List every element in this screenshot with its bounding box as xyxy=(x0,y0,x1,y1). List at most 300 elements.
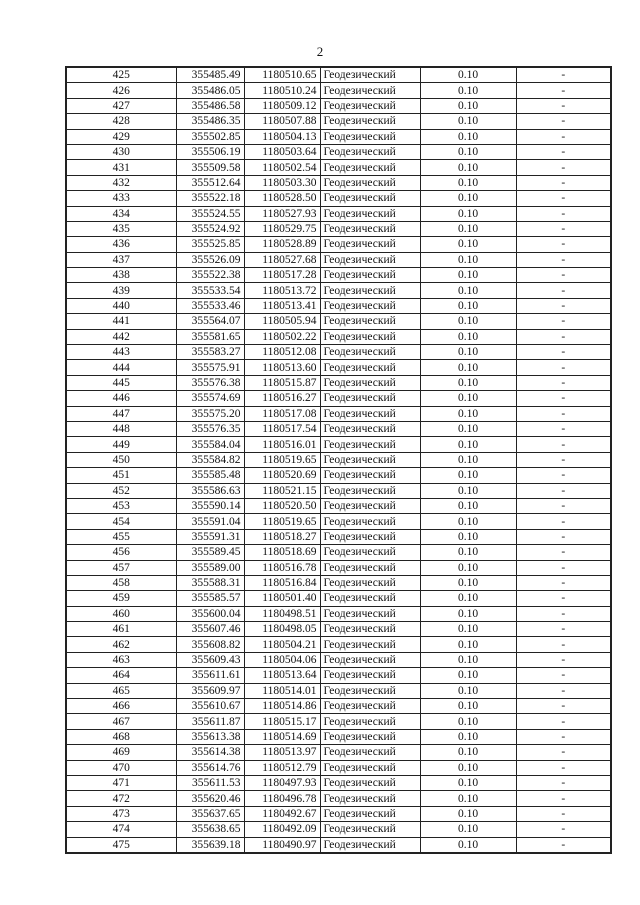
point-number-cell: 430 xyxy=(66,144,176,159)
accuracy-cell: 0.10 xyxy=(420,606,516,621)
table-row xyxy=(66,221,611,236)
table-row xyxy=(66,83,611,98)
y-coordinate-cell: 1180490.97 xyxy=(244,837,320,853)
point-number-cell: 451 xyxy=(66,468,176,483)
y-coordinate-cell: 1180504.13 xyxy=(244,129,320,144)
accuracy-cell: 0.10 xyxy=(420,375,516,390)
x-coordinate-cell: 355486.58 xyxy=(176,98,244,113)
accuracy-cell: 0.10 xyxy=(420,221,516,236)
y-coordinate-cell: 1180518.69 xyxy=(244,545,320,560)
note-cell: - xyxy=(516,575,611,590)
point-number-cell: 452 xyxy=(66,483,176,498)
y-coordinate-cell: 1180516.78 xyxy=(244,560,320,575)
table-row xyxy=(66,98,611,113)
y-coordinate-cell: 1180497.93 xyxy=(244,775,320,790)
accuracy-cell: 0.10 xyxy=(420,98,516,113)
accuracy-cell: 0.10 xyxy=(420,391,516,406)
y-coordinate-cell: 1180507.88 xyxy=(244,114,320,129)
page-number: 2 xyxy=(316,44,324,59)
x-coordinate-cell: 355522.38 xyxy=(176,268,244,283)
x-coordinate-cell: 355591.04 xyxy=(176,514,244,529)
note-cell: - xyxy=(516,745,611,760)
point-number-cell: 460 xyxy=(66,606,176,621)
accuracy-cell: 0.10 xyxy=(420,298,516,313)
x-coordinate-cell: 355589.00 xyxy=(176,560,244,575)
note-cell: - xyxy=(516,298,611,313)
table-row xyxy=(66,729,611,744)
note-cell: - xyxy=(516,283,611,298)
point-number-cell: 441 xyxy=(66,314,176,329)
point-number-cell: 429 xyxy=(66,129,176,144)
point-number-cell: 433 xyxy=(66,191,176,206)
y-coordinate-cell: 1180527.93 xyxy=(244,206,320,221)
point-number-cell: 426 xyxy=(66,83,176,98)
note-cell: - xyxy=(516,314,611,329)
method-cell: Геодезический xyxy=(320,268,420,283)
y-coordinate-cell: 1180498.05 xyxy=(244,622,320,637)
y-coordinate-cell: 1180510.65 xyxy=(244,67,320,83)
x-coordinate-cell: 355620.46 xyxy=(176,791,244,806)
point-number-cell: 450 xyxy=(66,452,176,467)
note-cell: - xyxy=(516,545,611,560)
x-coordinate-cell: 355639.18 xyxy=(176,837,244,853)
y-coordinate-cell: 1180502.22 xyxy=(244,329,320,344)
method-cell: Геодезический xyxy=(320,683,420,698)
method-cell: Геодезический xyxy=(320,144,420,159)
point-number-cell: 468 xyxy=(66,729,176,744)
table-row xyxy=(66,67,611,83)
point-number-cell: 446 xyxy=(66,391,176,406)
note-cell: - xyxy=(516,683,611,698)
method-cell: Геодезический xyxy=(320,668,420,683)
x-coordinate-cell: 355512.64 xyxy=(176,175,244,190)
point-number-cell: 474 xyxy=(66,822,176,837)
point-number-cell: 435 xyxy=(66,221,176,236)
accuracy-cell: 0.10 xyxy=(420,699,516,714)
method-cell: Геодезический xyxy=(320,329,420,344)
note-cell: - xyxy=(516,606,611,621)
accuracy-cell: 0.10 xyxy=(420,514,516,529)
table-row xyxy=(66,668,611,683)
accuracy-cell: 0.10 xyxy=(420,775,516,790)
table-row xyxy=(66,498,611,513)
accuracy-cell: 0.10 xyxy=(420,206,516,221)
accuracy-cell: 0.10 xyxy=(420,822,516,837)
x-coordinate-cell: 355600.04 xyxy=(176,606,244,621)
point-number-cell: 427 xyxy=(66,98,176,113)
note-cell: - xyxy=(516,791,611,806)
point-number-cell: 472 xyxy=(66,791,176,806)
point-number-cell: 473 xyxy=(66,806,176,821)
point-number-cell: 467 xyxy=(66,714,176,729)
method-cell: Геодезический xyxy=(320,237,420,252)
x-coordinate-cell: 355609.97 xyxy=(176,683,244,698)
note-cell: - xyxy=(516,175,611,190)
table-row xyxy=(66,468,611,483)
y-coordinate-cell: 1180504.21 xyxy=(244,637,320,652)
accuracy-cell: 0.10 xyxy=(420,714,516,729)
table-row xyxy=(66,406,611,421)
x-coordinate-cell: 355502.85 xyxy=(176,129,244,144)
method-cell: Геодезический xyxy=(320,421,420,436)
x-coordinate-cell: 355486.05 xyxy=(176,83,244,98)
x-coordinate-cell: 355564.07 xyxy=(176,314,244,329)
point-number-cell: 443 xyxy=(66,345,176,360)
note-cell: - xyxy=(516,206,611,221)
x-coordinate-cell: 355522.18 xyxy=(176,191,244,206)
note-cell: - xyxy=(516,714,611,729)
x-coordinate-cell: 355485.49 xyxy=(176,67,244,83)
table-row xyxy=(66,298,611,313)
accuracy-cell: 0.10 xyxy=(420,237,516,252)
table-row xyxy=(66,237,611,252)
table-row xyxy=(66,160,611,175)
y-coordinate-cell: 1180520.69 xyxy=(244,468,320,483)
accuracy-cell: 0.10 xyxy=(420,437,516,452)
point-number-cell: 440 xyxy=(66,298,176,313)
method-cell: Геодезический xyxy=(320,575,420,590)
accuracy-cell: 0.10 xyxy=(420,652,516,667)
y-coordinate-cell: 1180513.60 xyxy=(244,360,320,375)
method-cell: Геодезический xyxy=(320,283,420,298)
point-number-cell: 453 xyxy=(66,498,176,513)
y-coordinate-cell: 1180517.54 xyxy=(244,421,320,436)
note-cell: - xyxy=(516,406,611,421)
table-row xyxy=(66,791,611,806)
table-row xyxy=(66,283,611,298)
accuracy-cell: 0.10 xyxy=(420,637,516,652)
x-coordinate-cell: 355533.54 xyxy=(176,283,244,298)
note-cell: - xyxy=(516,483,611,498)
method-cell: Геодезический xyxy=(320,745,420,760)
x-coordinate-cell: 355524.92 xyxy=(176,221,244,236)
method-cell: Геодезический xyxy=(320,729,420,744)
x-coordinate-cell: 355533.46 xyxy=(176,298,244,313)
x-coordinate-cell: 355611.53 xyxy=(176,775,244,790)
point-number-cell: 436 xyxy=(66,237,176,252)
table-row xyxy=(66,421,611,436)
table-row xyxy=(66,760,611,775)
y-coordinate-cell: 1180505.94 xyxy=(244,314,320,329)
method-cell: Геодезический xyxy=(320,529,420,544)
note-cell: - xyxy=(516,221,611,236)
y-coordinate-cell: 1180504.06 xyxy=(244,652,320,667)
point-number-cell: 431 xyxy=(66,160,176,175)
accuracy-cell: 0.10 xyxy=(420,67,516,83)
point-number-cell: 448 xyxy=(66,421,176,436)
point-number-cell: 432 xyxy=(66,175,176,190)
note-cell: - xyxy=(516,144,611,159)
point-number-cell: 428 xyxy=(66,114,176,129)
table-row xyxy=(66,329,611,344)
coordinates-table xyxy=(65,66,612,854)
y-coordinate-cell: 1180519.65 xyxy=(244,452,320,467)
x-coordinate-cell: 355613.38 xyxy=(176,729,244,744)
table-row xyxy=(66,206,611,221)
method-cell: Геодезический xyxy=(320,67,420,83)
point-number-cell: 454 xyxy=(66,514,176,529)
x-coordinate-cell: 355524.55 xyxy=(176,206,244,221)
table-row xyxy=(66,622,611,637)
accuracy-cell: 0.10 xyxy=(420,729,516,744)
note-cell: - xyxy=(516,560,611,575)
method-cell: Геодезический xyxy=(320,652,420,667)
method-cell: Геодезический xyxy=(320,191,420,206)
y-coordinate-cell: 1180514.01 xyxy=(244,683,320,698)
point-number-cell: 470 xyxy=(66,760,176,775)
accuracy-cell: 0.10 xyxy=(420,529,516,544)
note-cell: - xyxy=(516,822,611,837)
x-coordinate-cell: 355509.58 xyxy=(176,160,244,175)
x-coordinate-cell: 355583.27 xyxy=(176,345,244,360)
method-cell: Геодезический xyxy=(320,83,420,98)
point-number-cell: 456 xyxy=(66,545,176,560)
y-coordinate-cell: 1180501.40 xyxy=(244,591,320,606)
table-row xyxy=(66,560,611,575)
note-cell: - xyxy=(516,375,611,390)
method-cell: Геодезический xyxy=(320,545,420,560)
method-cell: Геодезический xyxy=(320,560,420,575)
note-cell: - xyxy=(516,268,611,283)
x-coordinate-cell: 355584.04 xyxy=(176,437,244,452)
point-number-cell: 475 xyxy=(66,837,176,853)
point-number-cell: 471 xyxy=(66,775,176,790)
accuracy-cell: 0.10 xyxy=(420,406,516,421)
y-coordinate-cell: 1180513.72 xyxy=(244,283,320,298)
accuracy-cell: 0.10 xyxy=(420,252,516,267)
y-coordinate-cell: 1180512.79 xyxy=(244,760,320,775)
note-cell: - xyxy=(516,191,611,206)
method-cell: Геодезический xyxy=(320,806,420,821)
y-coordinate-cell: 1180517.28 xyxy=(244,268,320,283)
method-cell: Геодезический xyxy=(320,452,420,467)
table-row xyxy=(66,714,611,729)
y-coordinate-cell: 1180515.17 xyxy=(244,714,320,729)
method-cell: Геодезический xyxy=(320,345,420,360)
y-coordinate-cell: 1180528.50 xyxy=(244,191,320,206)
point-number-cell: 466 xyxy=(66,699,176,714)
accuracy-cell: 0.10 xyxy=(420,114,516,129)
y-coordinate-cell: 1180513.97 xyxy=(244,745,320,760)
x-coordinate-cell: 355506.19 xyxy=(176,144,244,159)
point-number-cell: 438 xyxy=(66,268,176,283)
method-cell: Геодезический xyxy=(320,160,420,175)
note-cell: - xyxy=(516,806,611,821)
accuracy-cell: 0.10 xyxy=(420,483,516,498)
y-coordinate-cell: 1180516.01 xyxy=(244,437,320,452)
method-cell: Геодезический xyxy=(320,298,420,313)
note-cell: - xyxy=(516,652,611,667)
x-coordinate-cell: 355591.31 xyxy=(176,529,244,544)
method-cell: Геодезический xyxy=(320,791,420,806)
y-coordinate-cell: 1180519.65 xyxy=(244,514,320,529)
point-number-cell: 439 xyxy=(66,283,176,298)
table-row xyxy=(66,391,611,406)
accuracy-cell: 0.10 xyxy=(420,314,516,329)
y-coordinate-cell: 1180514.86 xyxy=(244,699,320,714)
note-cell: - xyxy=(516,252,611,267)
x-coordinate-cell: 355526.09 xyxy=(176,252,244,267)
table-row xyxy=(66,114,611,129)
y-coordinate-cell: 1180512.08 xyxy=(244,345,320,360)
note-cell: - xyxy=(516,699,611,714)
y-coordinate-cell: 1180509.12 xyxy=(244,98,320,113)
accuracy-cell: 0.10 xyxy=(420,760,516,775)
point-number-cell: 437 xyxy=(66,252,176,267)
y-coordinate-cell: 1180516.84 xyxy=(244,575,320,590)
y-coordinate-cell: 1180515.87 xyxy=(244,375,320,390)
method-cell: Геодезический xyxy=(320,129,420,144)
method-cell: Геодезический xyxy=(320,837,420,853)
y-coordinate-cell: 1180527.68 xyxy=(244,252,320,267)
point-number-cell: 434 xyxy=(66,206,176,221)
y-coordinate-cell: 1180517.08 xyxy=(244,406,320,421)
table-row xyxy=(66,545,611,560)
note-cell: - xyxy=(516,529,611,544)
table-row xyxy=(66,268,611,283)
note-cell: - xyxy=(516,760,611,775)
note-cell: - xyxy=(516,452,611,467)
accuracy-cell: 0.10 xyxy=(420,421,516,436)
note-cell: - xyxy=(516,83,611,98)
note-cell: - xyxy=(516,114,611,129)
method-cell: Геодезический xyxy=(320,314,420,329)
point-number-cell: 461 xyxy=(66,622,176,637)
x-coordinate-cell: 355581.65 xyxy=(176,329,244,344)
x-coordinate-cell: 355611.87 xyxy=(176,714,244,729)
y-coordinate-cell: 1180496.78 xyxy=(244,791,320,806)
note-cell: - xyxy=(516,345,611,360)
method-cell: Геодезический xyxy=(320,637,420,652)
table-row xyxy=(66,606,611,621)
method-cell: Геодезический xyxy=(320,221,420,236)
y-coordinate-cell: 1180492.67 xyxy=(244,806,320,821)
table-row xyxy=(66,437,611,452)
table-row xyxy=(66,637,611,652)
note-cell: - xyxy=(516,160,611,175)
table-row xyxy=(66,252,611,267)
table-row xyxy=(66,175,611,190)
method-cell: Геодезический xyxy=(320,391,420,406)
accuracy-cell: 0.10 xyxy=(420,622,516,637)
note-cell: - xyxy=(516,67,611,83)
table-row xyxy=(66,514,611,529)
y-coordinate-cell: 1180513.41 xyxy=(244,298,320,313)
table-row xyxy=(66,591,611,606)
note-cell: - xyxy=(516,129,611,144)
note-cell: - xyxy=(516,437,611,452)
note-cell: - xyxy=(516,637,611,652)
x-coordinate-cell: 355576.35 xyxy=(176,421,244,436)
x-coordinate-cell: 355638.65 xyxy=(176,822,244,837)
table-row xyxy=(66,483,611,498)
method-cell: Геодезический xyxy=(320,606,420,621)
accuracy-cell: 0.10 xyxy=(420,575,516,590)
x-coordinate-cell: 355486.35 xyxy=(176,114,244,129)
point-number-cell: 449 xyxy=(66,437,176,452)
y-coordinate-cell: 1180516.27 xyxy=(244,391,320,406)
note-cell: - xyxy=(516,98,611,113)
y-coordinate-cell: 1180513.64 xyxy=(244,668,320,683)
accuracy-cell: 0.10 xyxy=(420,545,516,560)
point-number-cell: 463 xyxy=(66,652,176,667)
x-coordinate-cell: 355610.67 xyxy=(176,699,244,714)
table-row xyxy=(66,699,611,714)
accuracy-cell: 0.10 xyxy=(420,591,516,606)
table-row xyxy=(66,452,611,467)
point-number-cell: 445 xyxy=(66,375,176,390)
accuracy-cell: 0.10 xyxy=(420,806,516,821)
x-coordinate-cell: 355575.91 xyxy=(176,360,244,375)
note-cell: - xyxy=(516,421,611,436)
table-row xyxy=(66,360,611,375)
accuracy-cell: 0.10 xyxy=(420,144,516,159)
method-cell: Геодезический xyxy=(320,622,420,637)
method-cell: Геодезический xyxy=(320,114,420,129)
y-coordinate-cell: 1180502.54 xyxy=(244,160,320,175)
accuracy-cell: 0.10 xyxy=(420,498,516,513)
x-coordinate-cell: 355588.31 xyxy=(176,575,244,590)
method-cell: Геодезический xyxy=(320,98,420,113)
accuracy-cell: 0.10 xyxy=(420,345,516,360)
accuracy-cell: 0.10 xyxy=(420,268,516,283)
x-coordinate-cell: 355637.65 xyxy=(176,806,244,821)
accuracy-cell: 0.10 xyxy=(420,560,516,575)
method-cell: Геодезический xyxy=(320,252,420,267)
x-coordinate-cell: 355614.76 xyxy=(176,760,244,775)
table-row xyxy=(66,345,611,360)
method-cell: Геодезический xyxy=(320,822,420,837)
y-coordinate-cell: 1180529.75 xyxy=(244,221,320,236)
x-coordinate-cell: 355586.63 xyxy=(176,483,244,498)
table-row xyxy=(66,822,611,837)
accuracy-cell: 0.10 xyxy=(420,668,516,683)
x-coordinate-cell: 355614.38 xyxy=(176,745,244,760)
accuracy-cell: 0.10 xyxy=(420,837,516,853)
y-coordinate-cell: 1180503.30 xyxy=(244,175,320,190)
note-cell: - xyxy=(516,391,611,406)
x-coordinate-cell: 355574.69 xyxy=(176,391,244,406)
method-cell: Геодезический xyxy=(320,498,420,513)
table-row xyxy=(66,837,611,853)
table-row xyxy=(66,375,611,390)
point-number-cell: 462 xyxy=(66,637,176,652)
method-cell: Геодезический xyxy=(320,760,420,775)
note-cell: - xyxy=(516,729,611,744)
point-number-cell: 442 xyxy=(66,329,176,344)
note-cell: - xyxy=(516,837,611,853)
accuracy-cell: 0.10 xyxy=(420,160,516,175)
accuracy-cell: 0.10 xyxy=(420,683,516,698)
table-row xyxy=(66,144,611,159)
method-cell: Геодезический xyxy=(320,483,420,498)
point-number-cell: 465 xyxy=(66,683,176,698)
note-cell: - xyxy=(516,360,611,375)
method-cell: Геодезический xyxy=(320,437,420,452)
accuracy-cell: 0.10 xyxy=(420,175,516,190)
note-cell: - xyxy=(516,591,611,606)
table-row xyxy=(66,191,611,206)
note-cell: - xyxy=(516,468,611,483)
note-cell: - xyxy=(516,622,611,637)
x-coordinate-cell: 355576.38 xyxy=(176,375,244,390)
x-coordinate-cell: 355525.85 xyxy=(176,237,244,252)
note-cell: - xyxy=(516,775,611,790)
x-coordinate-cell: 355585.48 xyxy=(176,468,244,483)
point-number-cell: 447 xyxy=(66,406,176,421)
y-coordinate-cell: 1180518.27 xyxy=(244,529,320,544)
method-cell: Геодезический xyxy=(320,375,420,390)
